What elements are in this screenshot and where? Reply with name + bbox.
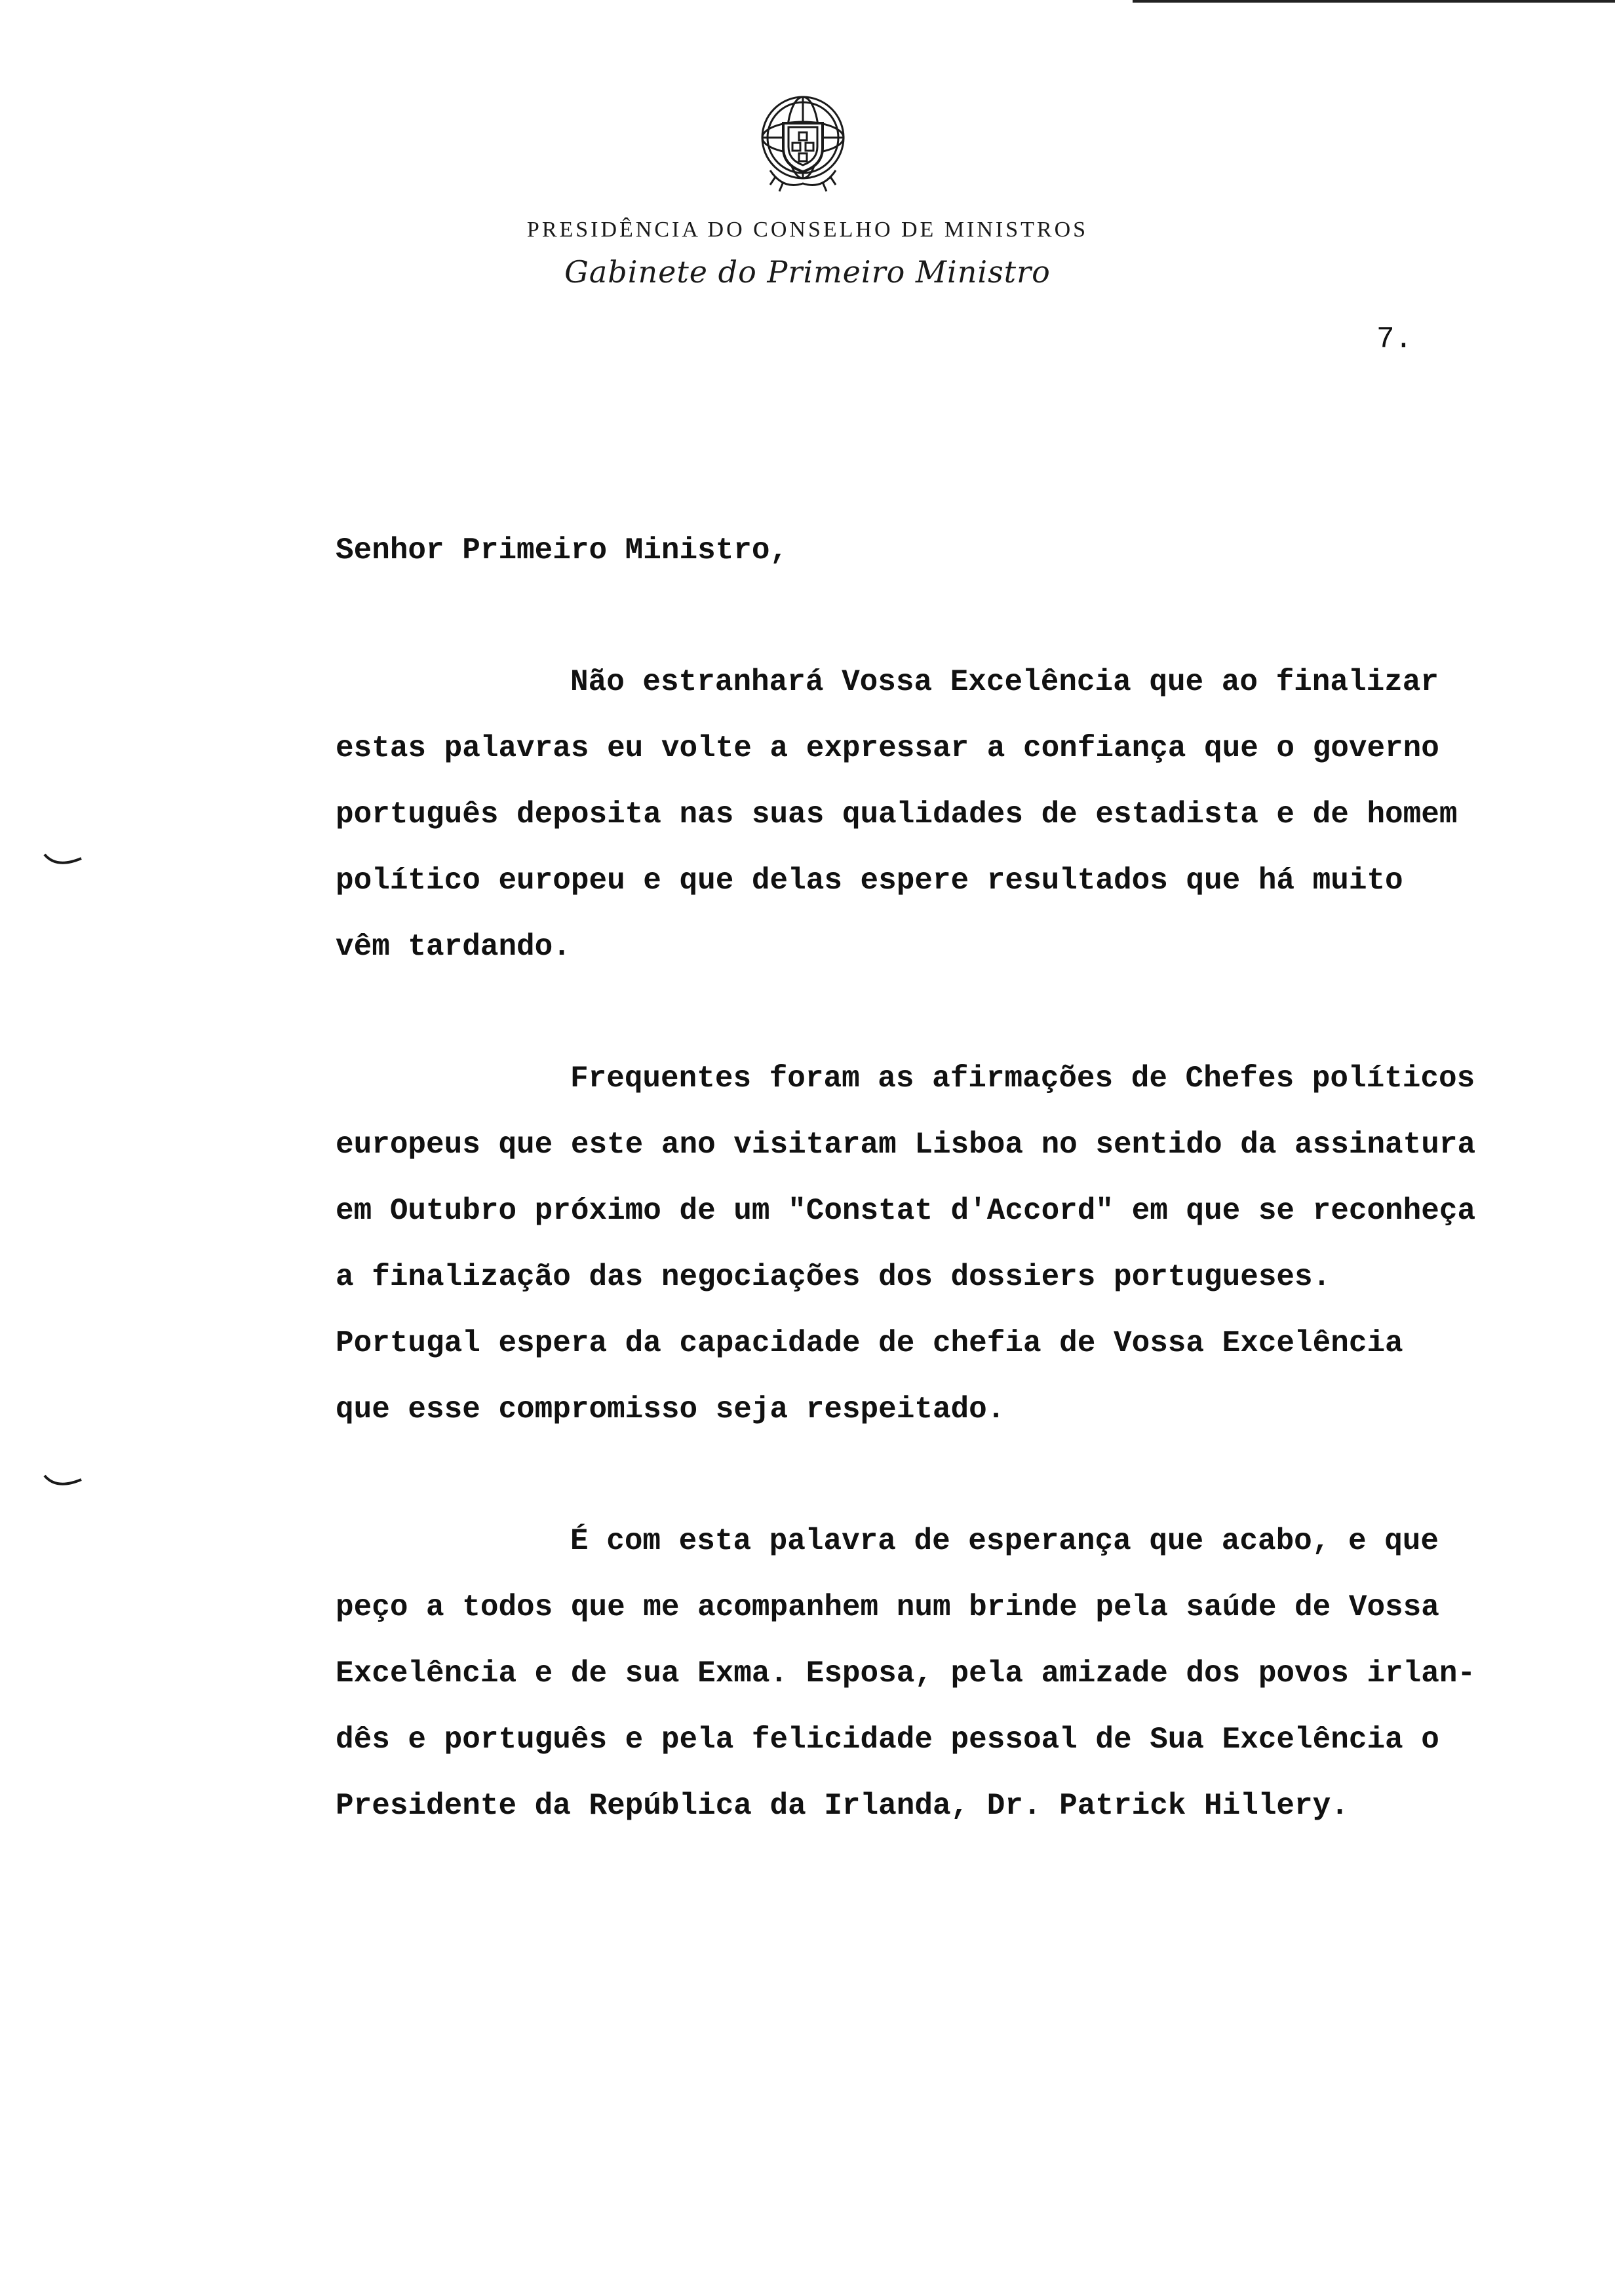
paragraph-line: dês e português e pela felicidade pessoal de Sua Excelência o [336, 1723, 1439, 1757]
paragraph-line: europeus que este ano visitaram Lisboa no sentido da assinatura [336, 1128, 1476, 1162]
page-number: 7. [1376, 322, 1413, 356]
office-name: Gabinete do Primeiro Ministro [564, 254, 1051, 290]
margin-tick-mark [43, 852, 83, 871]
institution-name: PRESIDÊNCIA DO CONSELHO DE MINISTROS [526, 218, 1089, 242]
paragraph-line: em Outubro próximo de um "Constat d'Accord" em que se reconheça [336, 1194, 1476, 1228]
paragraph-line: Presidente da República da Irlanda, Dr. Patrick Hillery. [336, 1789, 1349, 1823]
paragraph-line: que esse compromisso seja respeitado. [336, 1392, 1005, 1426]
paragraph-line: peço a todos que me acompanhem num brinde pela saúde de Vossa [336, 1590, 1439, 1624]
letter-body [336, 518, 1581, 1905]
paragraph-line: Portugal espera da capacidade de chefia de Vossa Excelência [336, 1326, 1403, 1360]
paragraph-line: vêm tardando. [336, 930, 571, 964]
paragraph-line: a finalização das negociações dos dossiers portugueses. [336, 1260, 1331, 1294]
paragraph [336, 1508, 1581, 1839]
paragraph-line: português deposita nas suas qualidades de estadista e de homem [336, 797, 1458, 832]
paragraph-line: Frequentes foram as afirmações de Chefes políticos [570, 1062, 1475, 1096]
paragraph-line: Não estranhará Vossa Excelência que ao finalizar [570, 665, 1439, 699]
margin-tick-mark [43, 1473, 83, 1493]
paragraph [336, 1046, 1581, 1443]
paragraph-line: É com esta palavra de esperança que acabo, e que [570, 1524, 1439, 1558]
paragraph-line: Excelência e de sua Exma. Esposa, pela amizade dos povos irlan- [336, 1656, 1476, 1691]
paragraph-line: estas palavras eu volte a expressar a confiança que o governo [336, 731, 1439, 765]
salutation: Senhor Primeiro Ministro, [336, 533, 788, 567]
paragraph-line: político europeu e que delas espere resultados que há muito [336, 864, 1403, 898]
paragraph [336, 649, 1581, 980]
portuguese-coat-of-arms-icon [744, 85, 862, 203]
top-edge-rule [1133, 0, 1615, 3]
